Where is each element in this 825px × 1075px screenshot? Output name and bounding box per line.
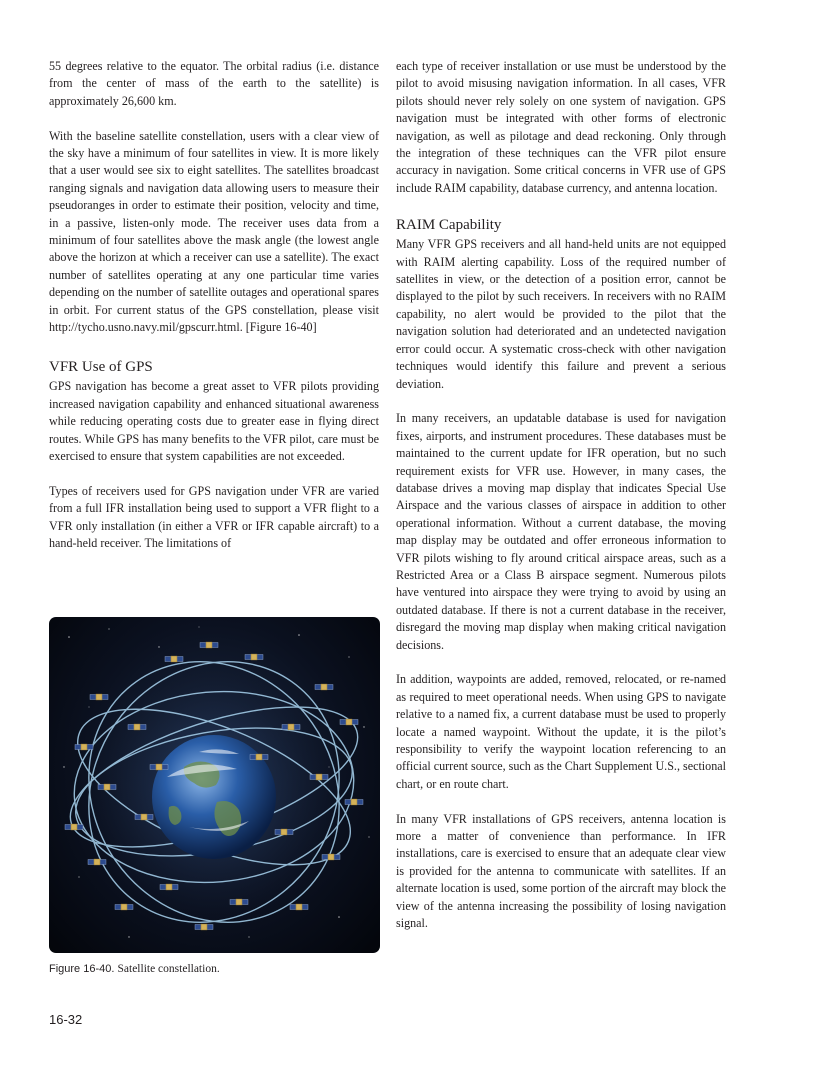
paragraph-waypoints: In addition, waypoints are added, removed, relocated, or re-named as required to meet operational needs. When using GPS to navigate relative to a named fix, a current database must be used to properly locate a named waypoint. Without the update, it is the pilot’s responsibility to verify the waypoint location referencing to an official current source, such as the Chart Supplement U.S., sectional chart, or en route chart. [396, 672, 726, 791]
section-vfr-use-of-gps [49, 358, 379, 552]
paragraph-orbital-radius: 55 degrees relative to the equator. The orbital radius (i.e. distance from the center of mass of the earth to the satellite) is approximately 26,600 km. [49, 59, 379, 108]
earth [152, 735, 276, 859]
figure-caption-text: Satellite constellation. [117, 963, 220, 975]
paragraph-database: In many receivers, an updatable database is used for navigation fixes, airports, and instrument procedures. These databases must be maintained to the current update for IFR operation, but no such requirement exists for VFR use. However, in many cases, the database drives a moving map display that indicates Special Use Airspace and the various classes of airspace in addition to other operational information. Without a current database, the moving map display may be outdated and offer erroneous information to VFR pilots wishing to fly around critical airspace areas, such as a Restricted Area or a Class B airspace segment. Numerous pilots have ventured into airspace they were trying to avoid by using an outdated database. If there is not a current database in the receiver, disregard the moving map display when making critical navigation decisions. [396, 411, 726, 652]
figure-caption [49, 963, 220, 975]
paragraph-antenna-location: In many VFR installations of GPS receivers, antenna location is more a matter of convenience than performance. In IFR installations, care is exercised to ensure that an adequate clear view is provided for the antenna to communicate with satellites. If an alternate location is used, some portion of the aircraft may block the view of the antenna increasing the possibility of losing navigation signal. [396, 811, 726, 931]
left-column [49, 58, 379, 553]
figure-label: Figure 16-40. [49, 963, 115, 975]
heading-raim-capability: RAIM Capability [396, 217, 502, 234]
page-number: 16-32 [49, 1012, 83, 1027]
section-raim-capability [396, 216, 726, 932]
satellite-constellation-image [49, 617, 380, 953]
paragraph-receiver-types: Types of receivers used for GPS navigation under VFR are varied from a full IFR installation being used to support a VFR flight to a VFR only installation (in either a VFR or IFR capable aircraft) to a hand-held receiver. The limitations of [49, 483, 379, 551]
heading-vfr-use-of-gps: VFR Use of GPS [49, 359, 153, 376]
paragraph-vfr-benefits: GPS navigation has become a great asset to VFR pilots providing increased navigation capability and enhanced situational awareness while reducing operating costs due to greater ease in flying direct routes. While GPS has many benefits to the VFR pilot, care must be exercised to ensure that system capabilities are not exceeded. [49, 379, 379, 464]
paragraph-receiver-limitations: each type of receiver installation or use must be understood by the pilot to avoid misusing navigation information. In all cases, VFR pilots should never rely solely on one system of navigation. GPS navigation must be integrated with other forms of electronic navigation, as well as pilotage and dead reckoning. Only through the integration of these techniques can the VFR pilot ensure accuracy in navigation. Some critical concerns in VFR use of GPS include RAIM capability, database currency, and antenna location. [396, 59, 726, 195]
right-column [396, 58, 726, 932]
paragraph-raim-alerting: Many VFR GPS receivers and all hand-held units are not equipped with RAIM alerting capability. Loss of the required number of satellites in view, or the detection of a position error, cannot be displayed to the pilot by such receivers. In receivers with no RAIM capability, no alert would be provided to the pilot that the navigation solution had deteriorated and an undetected navigation error could occur. A systematic cross-check with other navigation techniques would identify this failure and prevent a serious deviation. [396, 237, 726, 391]
paragraph-baseline-constellation: With the baseline satellite constellation, users with a clear view of the sky have a minimum of four satellites in view. It is more likely that a user would see six to eight satellites. The satellites broadcast ranging signals and navigation data allowing users to measure their pseudoranges in order to estimate their position, velocity and time, in a passive, listen-only mode. The receiver uses data from a minimum of four satellites above the mask angle (the lowest angle above the horizon at which a receiver can use a satellite). The exact number of satellites operating at any one particular time varies depending on the number of satellite outages and operational spares in orbit. For current status of the GPS constellation, please visit http://tycho.usno.navy.mil/gpscurr.html. [Figure 16-40] [49, 128, 379, 335]
